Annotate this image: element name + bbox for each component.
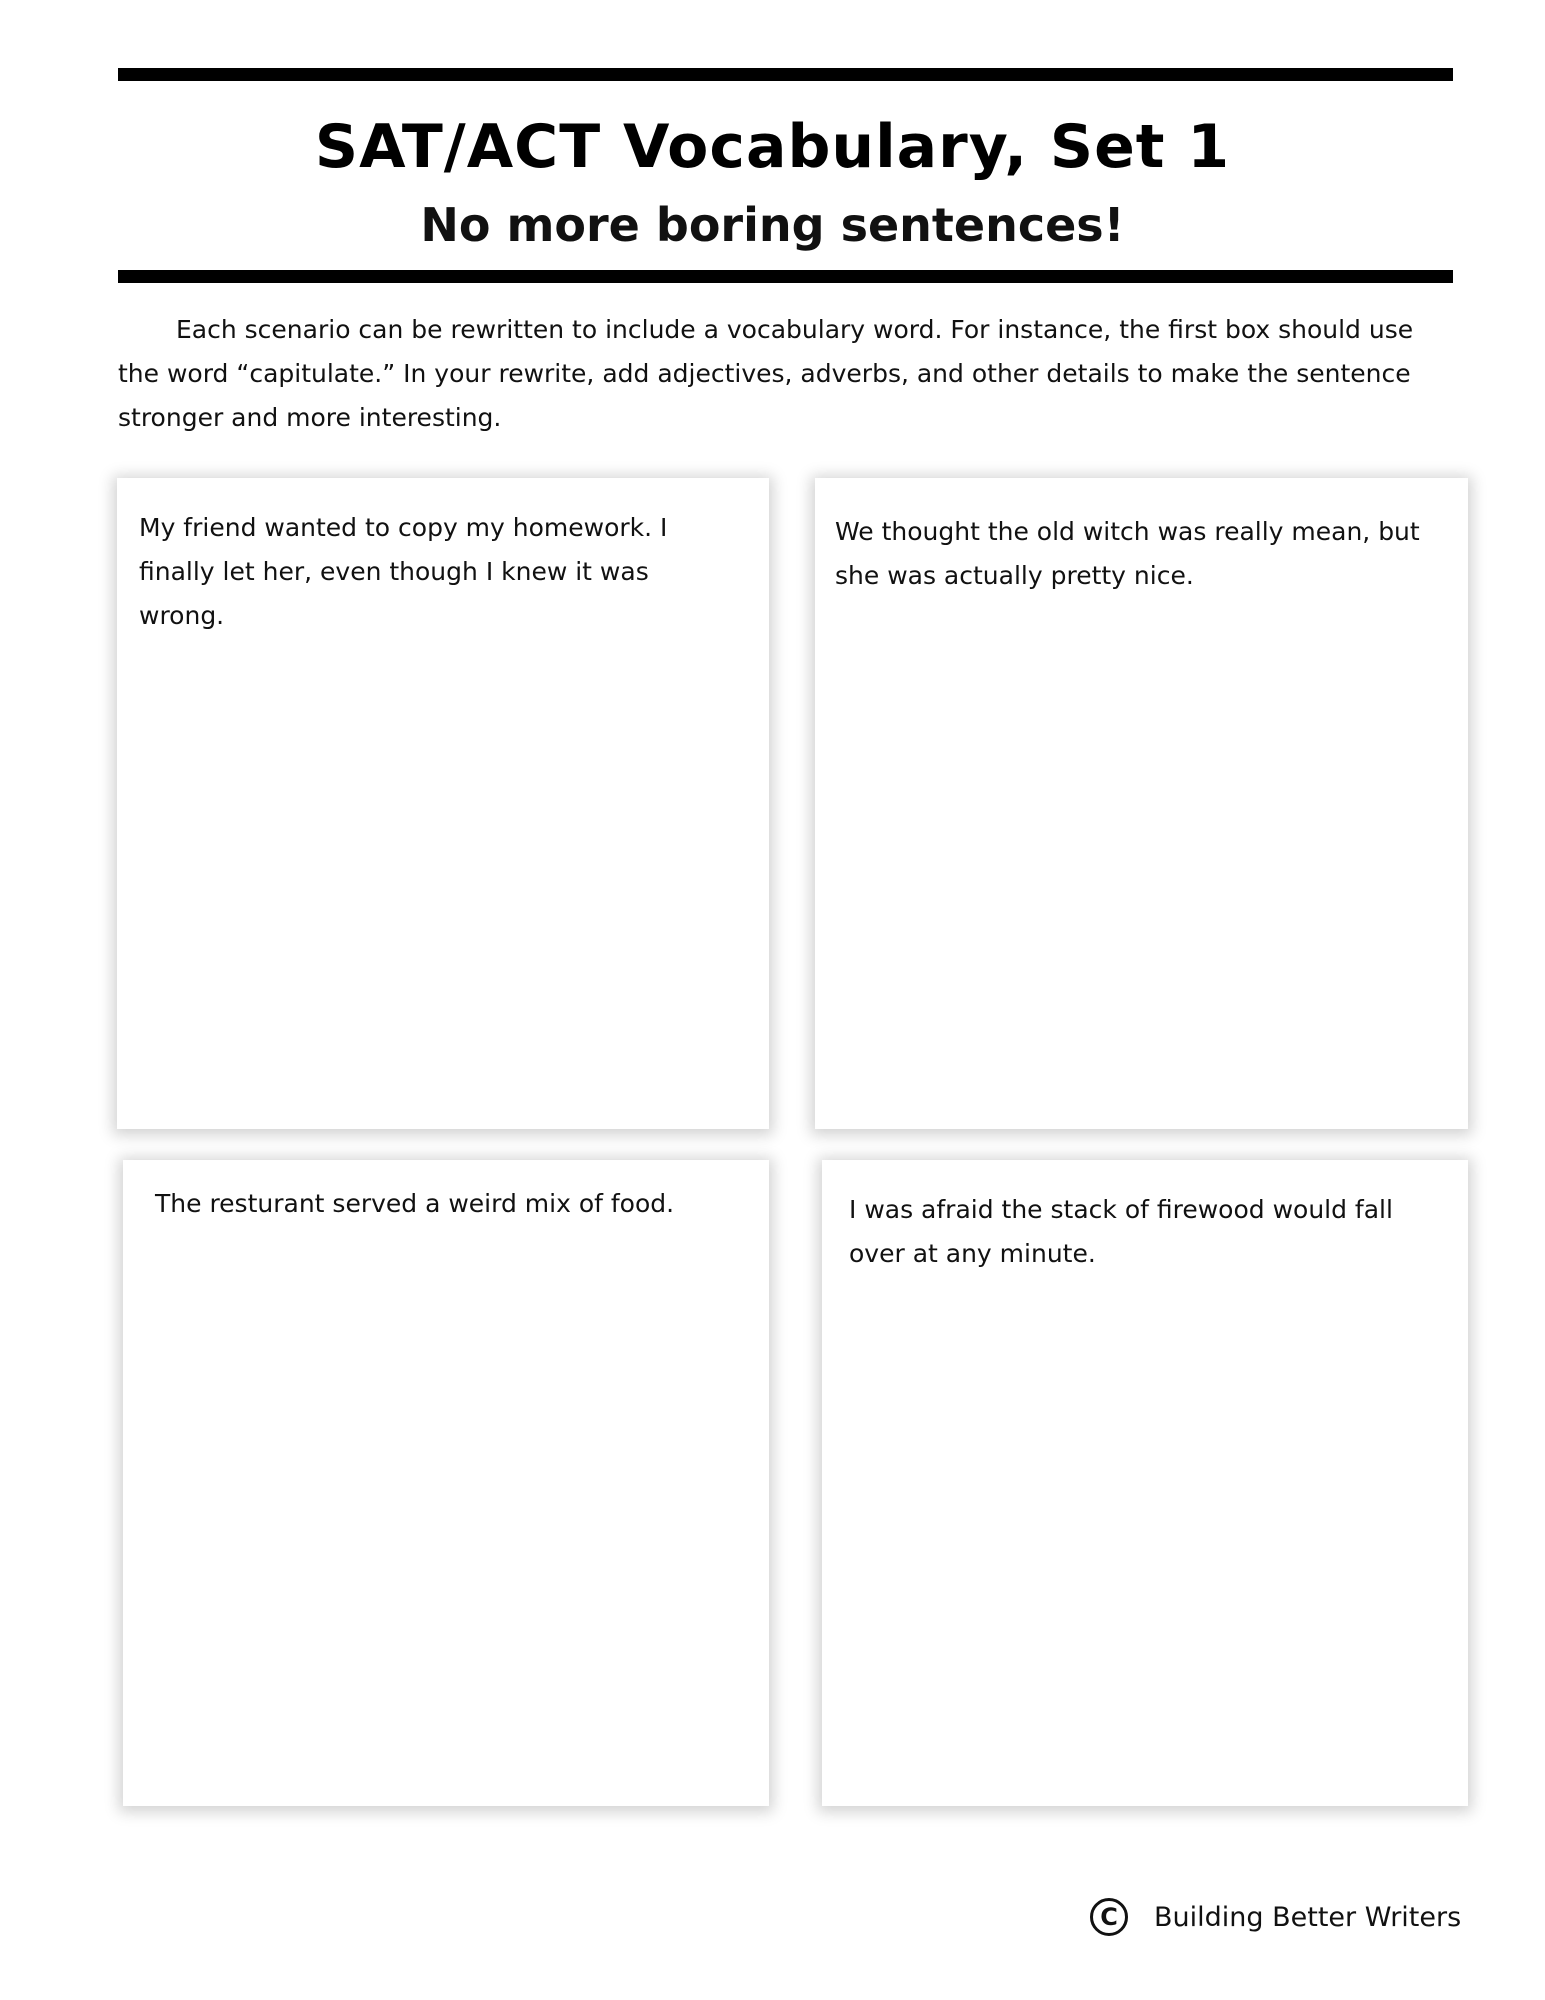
scenario-text-1: My friend wanted to copy my homework. I finally let her, even though I knew it was wrong. [139,513,668,630]
scenario-text-2: We thought the old witch was really mean, but she was actually pretty nice. [835,517,1420,590]
scenario-box-4 [822,1160,1468,1806]
footer-text: Building Better Writers [1154,1901,1462,1933]
instructions-paragraph: Each scenario can be rewritten to include a vocabulary word. For instance, the first box should use the word “capitulate.” In your rewrite, add adjectives, adverbs, and other details to make the sentence stronger and more interesting. [118,315,1414,432]
top-divider [118,68,1453,81]
footer-credit [1090,1892,1461,1942]
scenario-box-2 [815,478,1468,1129]
scenario-text-3: The resturant served a weird mix of food. [155,1189,675,1218]
bottom-divider [118,270,1453,283]
copyright-icon: C [1090,1898,1128,1936]
scenario-text-4: I was afraid the stack of firewood would fall over at any minute. [849,1195,1393,1268]
scenario-box-1 [117,478,769,1129]
page-title: SAT/ACT Vocabulary, Set 1 [314,112,1231,182]
page-subtitle: No more boring sentences! [420,198,1125,252]
scenario-box-3 [123,1160,769,1806]
